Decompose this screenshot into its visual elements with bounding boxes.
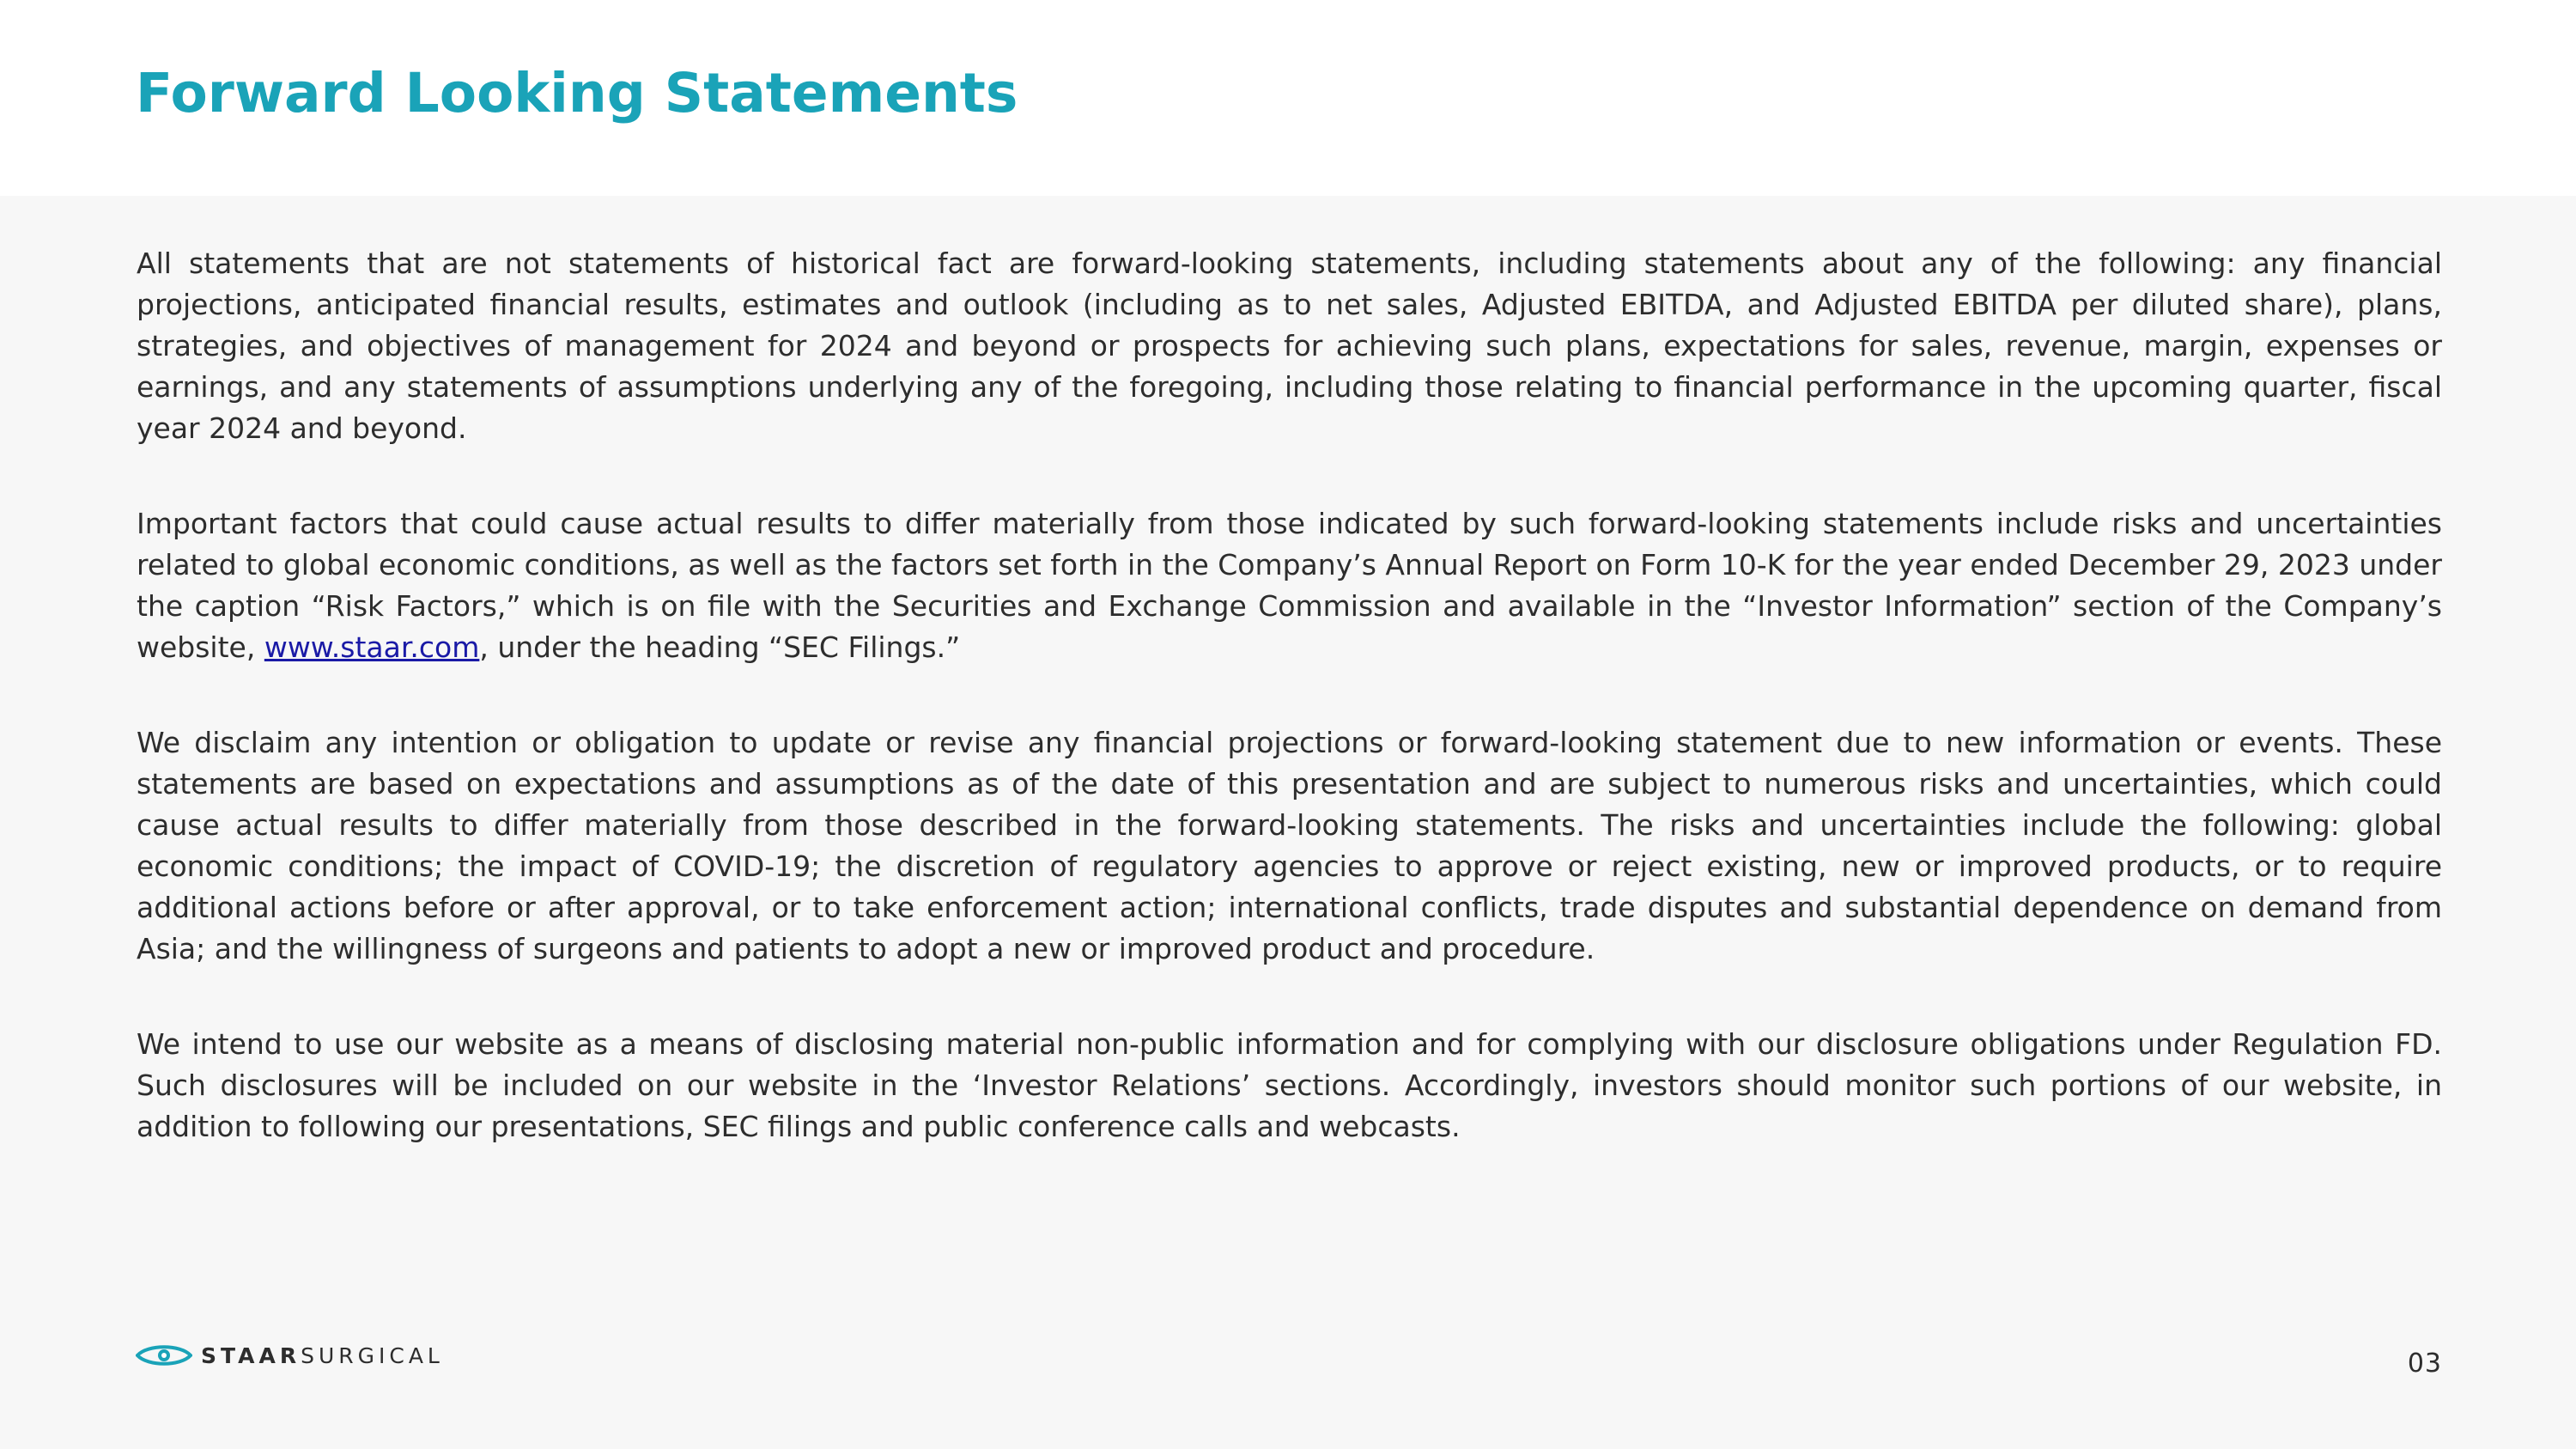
- company-logo: [136, 1342, 444, 1369]
- paragraph-important-factors: [137, 503, 2442, 668]
- logo-wordmark: [201, 1343, 444, 1368]
- logo-text-strong: STAAR: [201, 1342, 301, 1368]
- paragraph-historical-fact: All statements that are not statements of historical fact are forward-looking statements, including statements about any of the following: any financial projections, anticipated financial results, estimates and outlook (including as to net sales, Adjusted EBITDA, and Adjusted EBITDA per diluted share), plans, strategies, and objectives of management for 2024 and beyond or prospects for achieving such plans, expectations for sales, revenue, margin, expenses or earnings, and any statements of assumptions underlying any of the foregoing, including those relating to financial performance in the upcoming quarter, fiscal year 2024 and beyond.: [137, 247, 2442, 445]
- slide-header: [0, 0, 2576, 196]
- statement-body: [137, 243, 2442, 1202]
- paragraph-text: , under the heading “SEC Filings.”: [479, 630, 961, 664]
- logo-text-light: SURGICAL: [301, 1342, 444, 1368]
- paragraph-website-disclosure: We intend to use our website as a means of disclosing material non-public information and for complying with our disclosure obligations under Regulation FD. Such disclosures will be included on our website in the ‘Investor Relations’ sections. Accordingly, investors should monitor such portions of our website, in addition to following our presentations, SEC filings and public conference calls and webcasts.: [137, 1027, 2442, 1143]
- page-title: Forward Looking Statements: [136, 62, 1018, 125]
- paragraph-text: Important factors that could cause actual results to differ materially from those indicated by such forward-looking statements include risks and uncertainties related to global economic conditions, as well as the factors set forth in the Company’s Annual Report on Form 10-K for the year ended December 29, 2023 under the caption “Risk Factors,” which is on file with the Securities and Exchange Commission and available in the “Investor Information” section of the Company’s website,: [137, 507, 2442, 664]
- website-link[interactable]: www.staar.com: [264, 630, 480, 664]
- paragraph-disclaimer: We disclaim any intention or obligation to update or revise any financial projections or forward-looking statement due to new information or events. These statements are based on expectations and assumptions as of the date of this presentation and are subject to numerous risks and uncertainties, which could cause actual results to differ materially from those described in the forward-looking statements. The risks and uncertainties include the following: global economic conditions; the impact of COVID-19; the discretion of regulatory agencies to approve or reject existing, new or improved products, or to require additional actions before or after approval, or to take enforcement action; international conflicts, trade disputes and substantial dependence on demand from Asia; and the willingness of surgeons and patients to adopt a new or improved product and procedure.: [137, 726, 2442, 965]
- eye-logo-icon: [136, 1342, 192, 1369]
- page-number: 03: [2407, 1349, 2442, 1379]
